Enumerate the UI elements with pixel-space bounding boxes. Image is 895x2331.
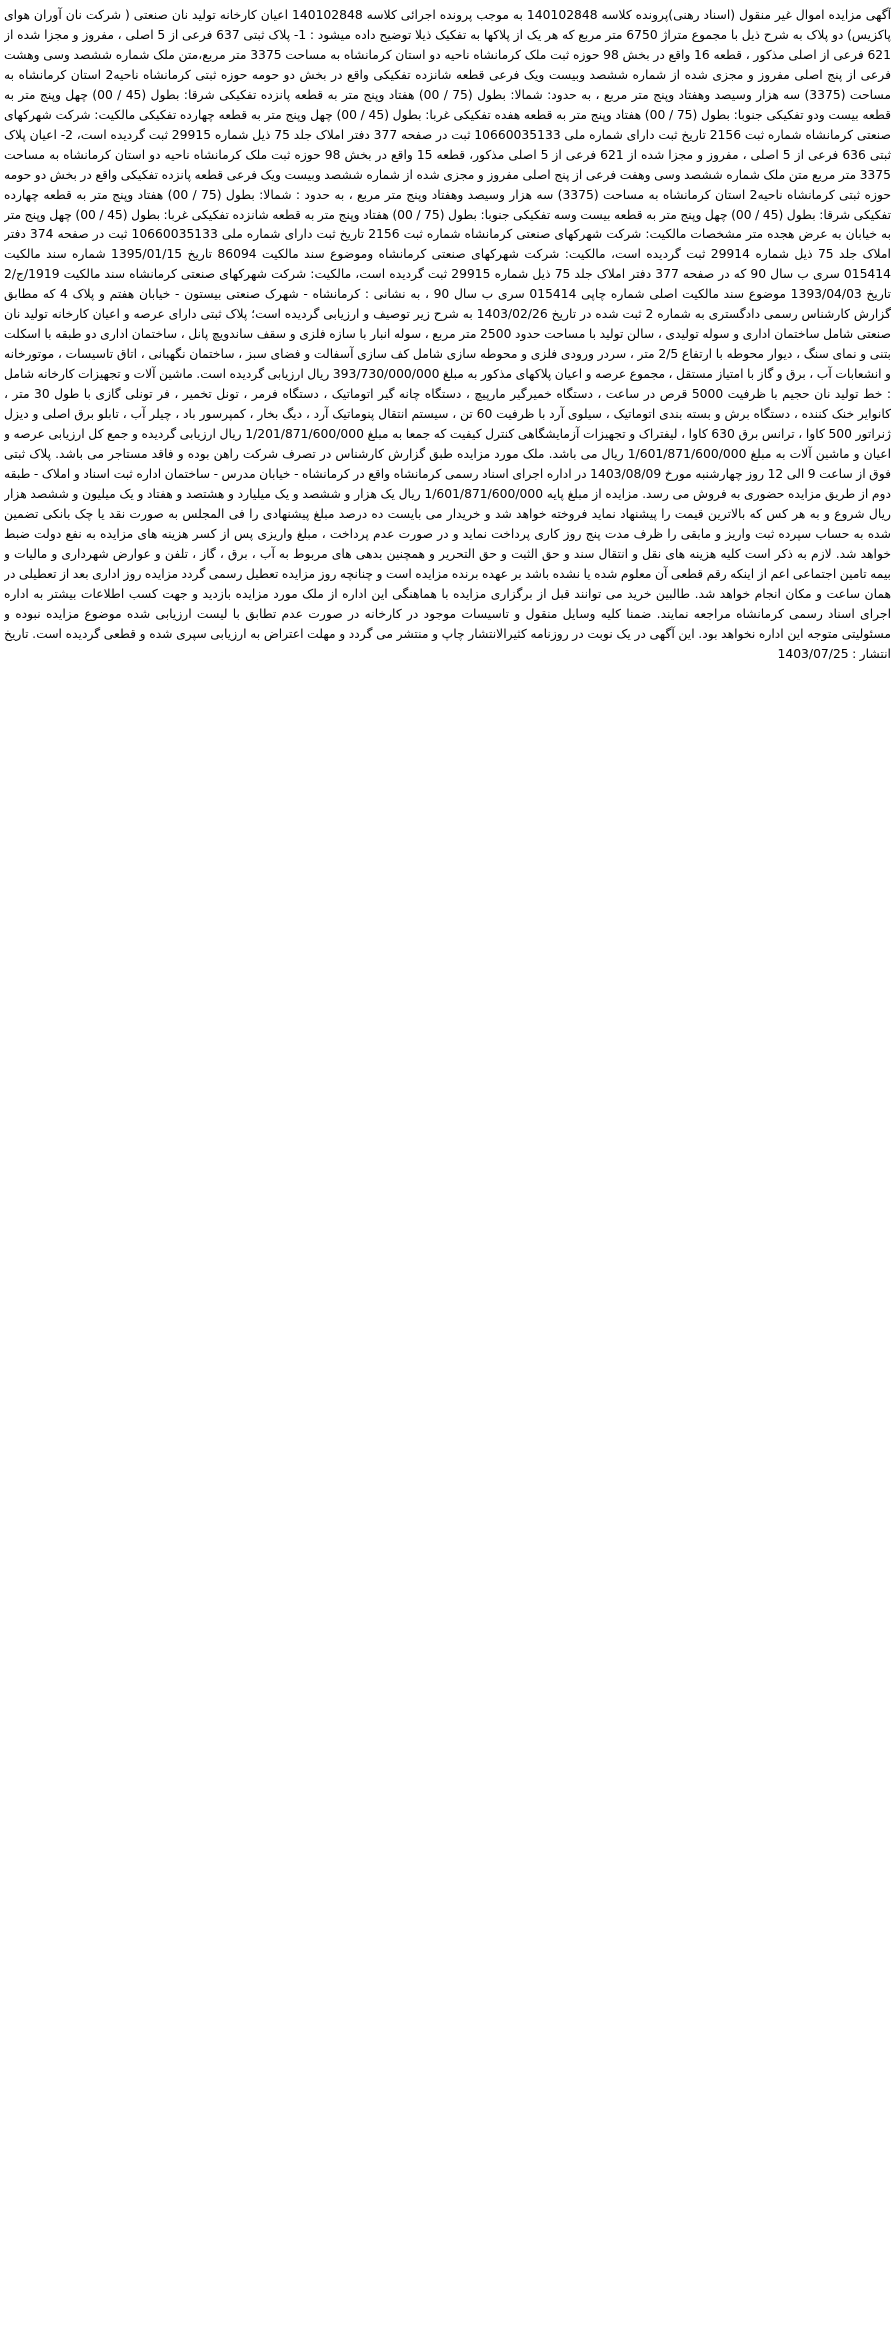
- auction-notice: [4, 6, 891, 2326]
- auction-notice-text: آگهی مزایده اموال غیر منقول (اسناد رهنی)پرونده کلاسه 140102848 به موجب پرونده اجرائی کلاسه 140102848 اعیان کارخانه تولید نان صنعتی ( شرکت نان آوران هوای پاکزیس) دو پلاک به شرح ذیل با مجموع متراژ 6750 متر مربع که هر یک از پلاکها به تفکیک ذیلا توضیح داده میشود : 1- پلاک ثبتی 637 فرعی از 5 اصلی ، مفروز و مجزا شده از 621 فرعی از اصلی مذکور ، قطعه 16 واقع در بخش 98 حوزه ثبت ملک کرمانشاه ناحیه دو استان کرمانشاه به مساحت 3375 متر مربع،متن ملک شماره ششصد وسی وهشت فرعی از پنج اصلی مفروز و مجزی شده از شماره ششصد وبیست ویک فرعی قطعه شانزده تفکیکی واقع در بخش دو حومه حوزه ثبتی کرمانشاه ناحیه2 استان کرمانشاه به مساحت (3375) سه هزار وسیصد وهفتاد وپنج متر مربع ، به حدود: شمالا: بطول (75 / 00) هفتاد وپنج متر به قطعه پانزده تفکیکی شرقا: بطول (45 / 00) چهل وپنج متر به قطعه بیست ودو تفکیکی جنوبا: بطول (75 / 00) هفتاد وپنج متر به قطعه هفده تفکیکی غربا: بطول (45 / 00) چهل وپنج متر به قطعه چهارده تفکیکی مالکیت: شرکت شهرکهای صنعتی کرمانشاه شماره ثبت 2156 تاریخ ثبت دارای شماره ملی 10660035133 ثبت در صفحه 377 دفتر املاک جلد 75 ذیل شماره 29915 ثبت گردیده است، 2- اعیان پلاک ثبتی 636 فرعی از 5 اصلی ، مفروز و مجزا شده از 621 فرعی از 5 اصلی مذکور، قطعه 15 واقع در بخش 98 حوزه ثبت ملک کرمانشاه ناحیه دو استان کرمانشاه به مساحت 3375 متر مربع متن ملک شماره ششصد وسی وهفت فرعی از پنج اصلی مفروز و مجزی شده از شماره ششصد وبیست ویک فرعی قطعه پانزده تفکیکی واقع در بخش دو حومه حوزه ثبتی کرمانشاه ناحیه2 استان کرمانشاه به مساحت (3375) سه هزار وسیصد وهفتاد وپنج متر مربع ، به حدود : شمالا: بطول (75 / 00) هفتاد وپنج متر به قطعه چهارده تفکیکی شرقا: بطول (45 / 00) چهل وپنج متر به قطعه بیست وسه تفکیکی جنوبا: بطول (75 / 00) هفتاد وپنج متر به قطعه شانزده تفکیکی غربا: بطول (45 / 00) چهل وپنج متر به خیابان به عرض هجده متر مشخصات مالکیت: شرکت شهرکهای صنعتی کرمانشاه شماره ثبت 2156 تاریخ ثبت دارای شماره ملی 10660035133 ثبت در صفحه 374 دفتر املاک جلد 75 ذیل شماره 29914 ثبت گردیده است، مالکیت: شرکت شهرکهای صنعتی کرمانشاه وموضوع سند مالکیت 86094 تاریخ 1395/01/15 شماره سند مالکیت 015414 سری ب سال 90 که در صفحه 377 دفتر املاک جلد 75 ذیل شماره 29915 ثبت گردیده است، مالکیت: شرکت شهرکهای صنعتی کرمانشاه سند مالکیت 1919/ج/2 تاریخ 1393/04/03 موضوع سند مالکیت اصلی شماره چاپی 015414 سری ب سال 90 ، به نشانی : کرمانشاه - شهرک صنعتی بیستون - خیابان هفتم و پلاک 4 که مطابق گزارش کارشناس رسمی دادگستری به شماره 2 ثبت شده در تاریخ 1403/02/26 به شرح زیر توصیف و ارزیابی گردیده است؛ پلاک ثبتی دارای عرصه و اعیان کارخانه تولید نان صنعتی شامل ساختمان اداری و سوله تولیدی ، سالن تولید با مساحت حدود 2500 متر مربع ، سوله انبار با سازه فلزی و سقف ساندویچ پانل ، ساختمان اداری دو طبقه با اسکلت بتنی و نمای سنگ ، دیوار محوطه با ارتفاع 2/5 متر ، سردر ورودی فلزی و محوطه سازی شامل کف سازی آسفالت و فضای سبز ، ساختمان نگهبانی ، اتاق تاسیسات ، موتورخانه و انشعابات آب ، برق و گاز با امتیاز مستقل ، مجموع عرصه و اعیان پلاکهای مذکور به مبلغ 393/730/000/000 ریال ارزیابی گردیده است. ماشین آلات و تجهیزات کارخانه شامل : خط تولید نان حجیم با ظرفیت 5000 قرص در ساعت ، دستگاه خمیرگیر مارپیچ ، دستگاه چانه گیر اتوماتیک ، دستگاه فرمر ، تونل تخمیر ، فر تونلی گازی با طول 30 متر ، کانوایر خنک کننده ، دستگاه برش و بسته بندی اتوماتیک ، سیلوی آرد با ظرفیت 60 تن ، سیستم انتقال پنوماتیک آرد ، دیگ بخار ، کمپرسور باد ، چیلر آب ، تابلو برق اصلی و دیزل ژنراتور 500 کاوا ، ترانس برق 630 کاوا ، لیفتراک و تجهیزات آزمایشگاهی کنترل کیفیت که جمعا به مبلغ 1/201/871/600/000 ریال ارزیابی گردیده و جمع کل ارزیابی عرصه و اعیان و ماشین آلات به مبلغ 1/601/871/600/000 ریال می باشد. ملک مورد مزایده طبق گزارش کارشناس در تصرف شرکت راهن بوده و فاقد مستاجر می باشد. پلاک ثبتی فوق از ساعت 9 الی 12 روز چهارشنبه مورخ 1403/08/09 در اداره اجرای اسناد رسمی کرمانشاه واقع در کرمانشاه - خیابان مدرس - ساختمان اداره ثبت اسناد و املاک - طبقه دوم از طریق مزایده حضوری به فروش می رسد. مزایده از مبلغ پایه 1/601/871/600/000 ریال یک هزار و ششصد و یک میلیارد و هشتصد و هفتاد و یک میلیون و ششصد هزار ریال شروع و به هر کس که بالاترین قیمت را پیشنهاد نماید فروخته خواهد شد و خریدار می بایست ده درصد مبلغ پیشنهادی را فی المجلس به صورت نقد یا چک بانکی تضمین شده به حساب سپرده ثبت واریز و مابقی را ظرف مدت پنج روز کاری پرداخت نماید و در صورت عدم پرداخت ، مبلغ واریزی پس از کسر هزینه های مزایده به نفع دولت ضبط خواهد شد. لازم به ذکر است کلیه هزینه های نقل و انتقال سند و حق الثبت و حق التحریر و همچنین بدهی های مربوط به آب ، برق ، گاز ، تلفن و عوارض شهرداری و مالیات و بیمه تامین اجتماعی اعم از اینکه رقم قطعی آن معلوم شده یا نشده باشد بر عهده برنده مزایده است و چنانچه روز مزایده تعطیل رسمی گردد مزایده روز اداری بعد از تعطیلی در همان ساعت و مکان انجام خواهد شد. طالبین خرید می توانند قبل از برگزاری مزایده با هماهنگی این اداره از ملک مورد مزایده بازدید و جهت کسب اطلاعات بیشتر به اداره اجرای اسناد رسمی کرمانشاه مراجعه نمایند. ضمنا کلیه وسایل منقول و تاسیسات موجود در کارخانه در صورت عدم تطابق با لیست ارزیابی شده موضوع مزایده نبوده و مسئولیتی متوجه این اداره نخواهد بود. این آگهی در یک نوبت در روزنامه کثیرالانتشار چاپ و منتشر می گردد و مهلت اعتراض به ارزیابی سپری شده و قطعی گردیده است. تاریخ انتشار : 1403/07/25: [4, 8, 891, 661]
